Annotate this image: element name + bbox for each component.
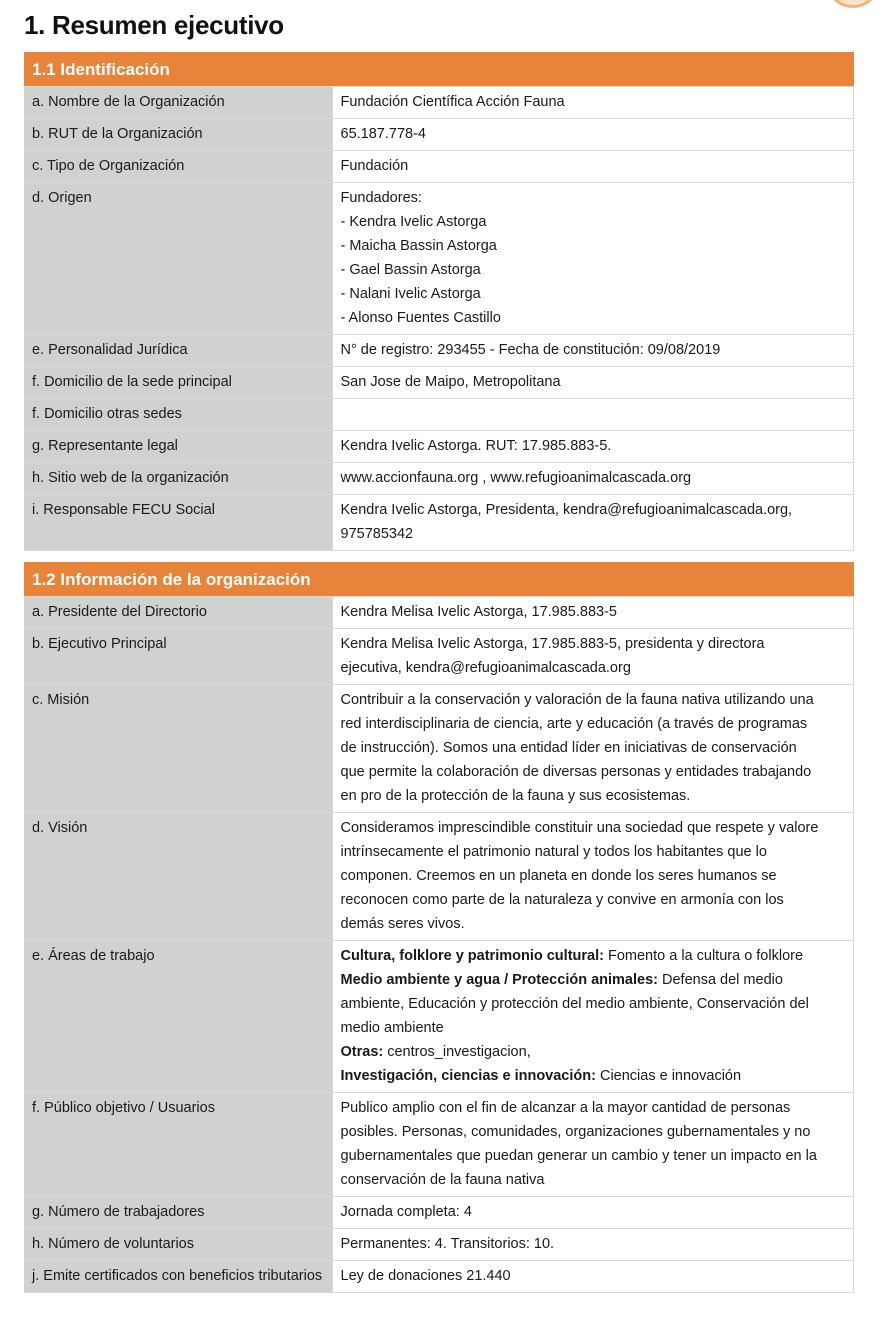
field-value: [332, 1197, 854, 1229]
field-value: [332, 1093, 854, 1197]
info-table: [24, 597, 854, 1293]
value-line: [341, 968, 846, 992]
value-line: Kendra Ivelic Astorga, Presidenta, kendra@refugioanimalcascada.org,: [340, 502, 793, 518]
field-label: g. Representante legal: [24, 431, 332, 463]
field-value: [332, 87, 854, 119]
field-value: [332, 495, 854, 551]
table-row: [24, 685, 854, 813]
value-line: [341, 944, 846, 968]
value-line: demás seres vivos.: [340, 916, 465, 932]
value-line: [341, 1040, 846, 1064]
field-value: [332, 1229, 854, 1261]
table-row: [24, 597, 854, 629]
table-row: [24, 431, 854, 463]
value-line: intrínsecamente el patrimonio natural y todos los habitantes que lo: [340, 844, 767, 860]
field-label: c. Misión: [24, 685, 332, 813]
table-row: [24, 1197, 854, 1229]
value-line: Fundadores:: [340, 190, 422, 206]
value-line: - Kendra Ivelic Astorga: [340, 214, 487, 230]
table-row: [24, 495, 854, 551]
field-label: d. Origen: [24, 183, 332, 335]
field-value: [332, 685, 854, 813]
field-label: b. Ejecutivo Principal: [24, 629, 332, 685]
field-value: [332, 1261, 854, 1293]
value-line: posibles. Personas, comunidades, organizaciones gubernamentales y no: [340, 1124, 811, 1140]
table-row: [24, 87, 854, 119]
value-line: red interdisciplinaria de ciencia, arte y educación (a través de programas: [340, 716, 808, 732]
section-informacion: [24, 562, 854, 1293]
value-line: en pro de la protección de la fauna y sus ecosistemas.: [340, 788, 691, 804]
table-row: [24, 399, 854, 431]
logo-badge: [830, 0, 876, 8]
value-text: Ciencias e innovación: [595, 1068, 742, 1084]
value-line: gubernamentales que puedan generar un cambio y tener un impacto en la: [340, 1148, 817, 1164]
value-line: Jornada completa: 4: [340, 1204, 472, 1220]
table-row: [24, 119, 854, 151]
field-label: e. Áreas de trabajo: [24, 941, 332, 1093]
table-row: [24, 463, 854, 495]
table-row: [24, 335, 854, 367]
section-identificacion: [24, 52, 854, 551]
value-line: conservación de la fauna nativa: [340, 1172, 545, 1188]
field-label: h. Sitio web de la organización: [24, 463, 332, 495]
table-row: [24, 1093, 854, 1197]
value-line: Consideramos imprescindible constituir una sociedad que respete y valore: [340, 820, 819, 836]
table-row: [24, 183, 854, 335]
info-table: [24, 87, 854, 551]
field-value: [332, 629, 854, 685]
field-value: [332, 335, 854, 367]
value-line: [341, 402, 846, 426]
table-row: [24, 813, 854, 941]
field-value: [332, 941, 854, 1093]
value-line: 65.187.778-4: [340, 126, 426, 142]
value-line: Kendra Melisa Ivelic Astorga, 17.985.883-5: [340, 604, 617, 620]
value-line: www.accionfauna.org , www.refugioanimalcascada.org: [340, 470, 692, 486]
field-label: c. Tipo de Organización: [24, 151, 332, 183]
table-row: [24, 629, 854, 685]
table-row: [24, 1229, 854, 1261]
value-line: Publico amplio con el fin de alcanzar a la mayor cantidad de personas: [340, 1100, 791, 1116]
field-label: i. Responsable FECU Social: [24, 495, 332, 551]
value-bold-label: Investigación, ciencias e innovación:: [340, 1068, 596, 1084]
field-label: e. Personalidad Jurídica: [24, 335, 332, 367]
value-line: de instrucción). Somos una entidad líder en iniciativas de conservación: [340, 740, 797, 756]
table-row: [24, 1261, 854, 1293]
field-value: [332, 463, 854, 495]
value-line: - Alonso Fuentes Castillo: [340, 310, 501, 326]
value-text: Defensa del medio: [657, 972, 783, 988]
field-label: a. Presidente del Directorio: [24, 597, 332, 629]
value-line: ambiente, Educación y protección del medio ambiente, Conservación del: [340, 996, 809, 1012]
value-text: centros_investigacion,: [383, 1044, 531, 1060]
value-line: Fundación: [340, 158, 409, 174]
page-title: 1. Resumen ejecutivo: [24, 10, 284, 40]
value-line: N° de registro: 293455 - Fecha de constitución: 09/08/2019: [340, 342, 721, 358]
field-label: g. Número de trabajadores: [24, 1197, 332, 1229]
value-line: - Gael Bassin Astorga: [340, 262, 481, 278]
field-value: [332, 183, 854, 335]
field-value: [332, 813, 854, 941]
value-line: - Nalani Ivelic Astorga: [340, 286, 481, 302]
value-line: Kendra Melisa Ivelic Astorga, 17.985.883-5, presidenta y directora: [340, 636, 765, 652]
table-row: [24, 151, 854, 183]
field-label: f. Público objetivo / Usuarios: [24, 1093, 332, 1197]
field-label: f. Domicilio de la sede principal: [24, 367, 332, 399]
field-value: [332, 431, 854, 463]
section-heading: 1.1 Identificación: [24, 52, 854, 87]
value-line: 975785342: [340, 526, 414, 542]
field-label: d. Visión: [24, 813, 332, 941]
field-label: a. Nombre de la Organización: [24, 87, 332, 119]
value-line: medio ambiente: [340, 1020, 444, 1036]
value-line: componen. Creemos en un planeta en donde los seres humanos se: [340, 868, 777, 884]
value-line: San Jose de Maipo, Metropolitana: [340, 374, 561, 390]
value-bold-label: Cultura, folklore y patrimonio cultural:: [340, 948, 604, 964]
field-label: j. Emite certificados con beneficios tributarios: [24, 1261, 332, 1293]
value-line: Ley de donaciones 21.440: [340, 1268, 511, 1284]
value-line: Fundación Científica Acción Fauna: [340, 94, 565, 110]
value-line: - Maicha Bassin Astorga: [340, 238, 497, 254]
value-bold-label: Medio ambiente y agua / Protección animales:: [340, 972, 658, 988]
value-line: ejecutiva, kendra@refugioanimalcascada.org: [340, 660, 631, 676]
field-value: [332, 597, 854, 629]
table-row: [24, 367, 854, 399]
value-line: que permite la colaboración de diversas personas y entidades trabajando: [340, 764, 812, 780]
field-value: [332, 119, 854, 151]
value-line: Kendra Ivelic Astorga. RUT: 17.985.883-5.: [340, 438, 612, 454]
field-label: b. RUT de la Organización: [24, 119, 332, 151]
value-line: Contribuir a la conservación y valoración de la fauna nativa utilizando una: [340, 692, 814, 708]
field-value: [332, 151, 854, 183]
value-line: Permanentes: 4. Transitorios: 10.: [340, 1236, 555, 1252]
field-label: h. Número de voluntarios: [24, 1229, 332, 1261]
field-value: [332, 399, 854, 431]
value-text: Fomento a la cultura o folklore: [603, 948, 804, 964]
value-line: reconocen como parte de la naturaleza y convive en armonía con los: [340, 892, 784, 908]
section-heading: 1.2 Información de la organización: [24, 562, 854, 597]
field-label: f. Domicilio otras sedes: [24, 399, 332, 431]
field-value: [332, 367, 854, 399]
value-bold-label: Otras:: [340, 1044, 384, 1060]
table-row: [24, 941, 854, 1093]
value-line: [341, 1064, 846, 1088]
